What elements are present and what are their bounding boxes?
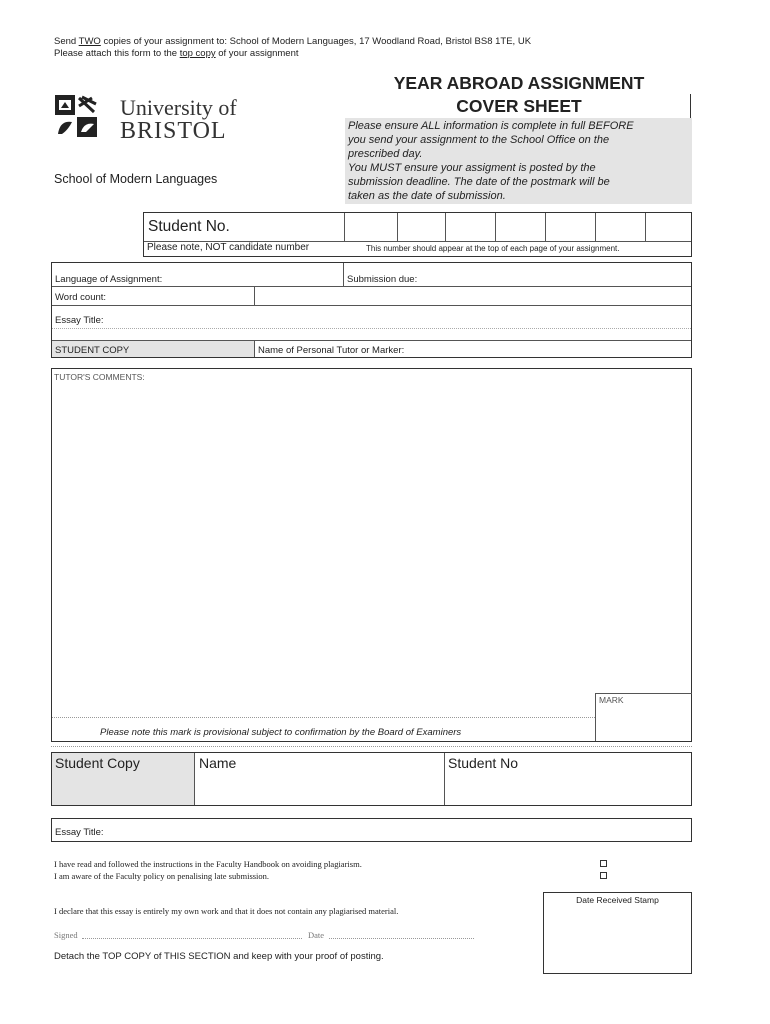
declaration-late-text: I am aware of the Faculty policy on penalising late submission. — [54, 871, 270, 881]
date-received-stamp-label: Date Received Stamp — [576, 895, 659, 905]
student-number-label-cell — [144, 213, 345, 241]
student-copy-section — [51, 752, 692, 806]
mark-box[interactable] — [595, 693, 692, 741]
language-field[interactable] — [52, 263, 344, 286]
tutor-comments-box[interactable] — [51, 368, 692, 742]
word-count-label: Word count: — [55, 292, 107, 303]
declaration-own-work-text: I declare that this essay is entirely my own work and that it does not contain any plagiarised material. — [54, 906, 399, 916]
detach-instruction: Detach the TOP COPY of THIS SECTION and keep with your proof of posting. — [54, 951, 384, 962]
essay-title-input[interactable] — [52, 306, 691, 340]
tutor-name-field[interactable] — [255, 341, 691, 357]
student-name-label: Name — [199, 755, 237, 771]
declaration-late-checkbox[interactable] — [600, 872, 607, 879]
declaration-plagiarism-text: I have read and followed the instructions in the Faculty Handbook on avoiding plagiarism. — [54, 859, 362, 869]
student-copy-title: Student Copy — [55, 755, 140, 771]
date-field[interactable] — [329, 938, 474, 939]
header-instruction-line2: Please attach this form to the top copy of your assignment — [54, 48, 299, 59]
tutor-comments-label: TUTOR'S COMMENTS: — [54, 372, 145, 382]
page-title: YEAR ABROAD ASSIGNMENT COVER SHEET — [393, 73, 645, 116]
school-name: School of Modern Languages — [54, 172, 218, 186]
submission-notice: Please ensure ALL information is complete in full BEFORE you send your assignment to the School Office on the prescribed day. You MUST ensure your assigment is posted by the submission deadline. The date of the postmark will be taken as the date of submission. — [345, 118, 692, 204]
student-number-label: Student No. — [148, 218, 230, 235]
tutor-name-label: Name of Personal Tutor or Marker: — [258, 345, 405, 356]
language-label: Language of Assignment: — [55, 274, 163, 285]
assignment-details-form — [51, 262, 692, 358]
word-count-input[interactable] — [255, 287, 691, 305]
student-number-input[interactable] — [345, 213, 692, 241]
student-no-field[interactable] — [445, 753, 691, 805]
essay-title-copy-label: Essay Title: — [55, 827, 104, 838]
university-crest-logo — [54, 94, 98, 138]
student-number-block — [143, 212, 692, 257]
word-count-label-cell — [52, 287, 255, 305]
submission-due-field[interactable] — [344, 263, 692, 286]
student-number-note: Please note, NOT candidate number — [147, 242, 310, 253]
provisional-mark-note: Please note this mark is provisional subject to confirmation by the Board of Examiners — [100, 727, 462, 738]
mark-label: MARK — [599, 695, 624, 705]
logo-text-bristol: BRISTOL — [120, 118, 227, 144]
signature-field[interactable] — [82, 938, 302, 939]
logo-text-university-of: University of — [120, 95, 237, 120]
signed-label: Signed — [54, 930, 78, 940]
title-divider — [690, 94, 691, 118]
detach-line — [51, 746, 692, 747]
student-copy-label: STUDENT COPY — [55, 345, 130, 356]
student-number-instruction: This number should appear at the top of each page of your assignment. — [366, 244, 620, 253]
student-name-field[interactable] — [195, 753, 445, 805]
student-no-label: Student No — [448, 755, 519, 771]
student-copy-cell — [52, 341, 255, 357]
date-received-stamp-box — [543, 892, 692, 974]
essay-title-label: Essay Title: — [55, 315, 104, 326]
student-copy-header-cell — [52, 753, 195, 805]
essay-title-copy-field[interactable] — [51, 818, 692, 842]
declaration-plagiarism-checkbox[interactable] — [600, 860, 607, 867]
date-label: Date — [308, 930, 325, 940]
comments-dotted-divider — [52, 717, 595, 718]
submission-due-label: Submission due: — [347, 274, 418, 285]
header-instruction-line1: Send TWO copies of your assignment to: School of Modern Languages, 17 Woodland Road, Bristol BS8 1TE, UK — [54, 36, 532, 47]
form-dotted-divider — [52, 328, 691, 329]
